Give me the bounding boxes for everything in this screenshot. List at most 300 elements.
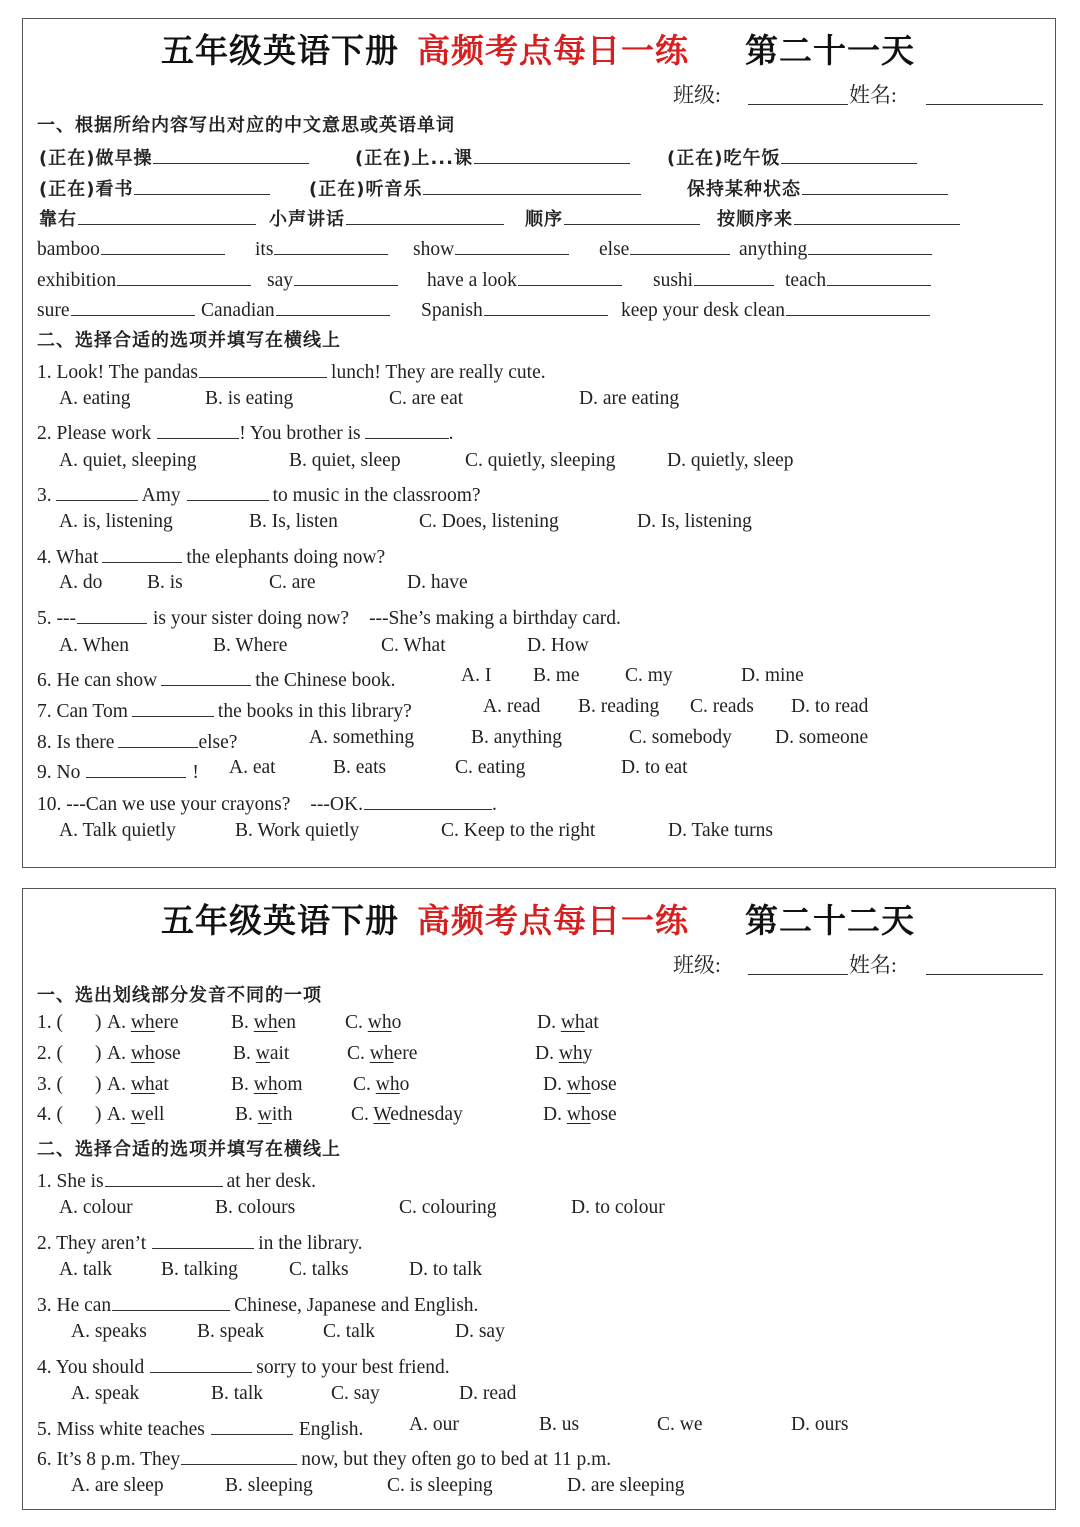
- stem-line: [37, 789, 497, 816]
- answer-blank[interactable]: [157, 418, 239, 439]
- option[interactable]: D. read: [459, 1383, 517, 1404]
- option[interactable]: B. eats: [333, 757, 387, 778]
- option[interactable]: [543, 1104, 617, 1126]
- stem-text: is your sister doing now?: [152, 608, 350, 629]
- option[interactable]: B. Where: [213, 635, 288, 656]
- vocab-item: [427, 265, 622, 292]
- option-letter: D.: [537, 1012, 561, 1033]
- vocab-prompt: (正在)上...课: [355, 148, 473, 169]
- stem-text: ---OK.: [310, 794, 363, 815]
- vocab-item: [269, 204, 504, 231]
- answer-blank[interactable]: [365, 418, 449, 439]
- question-stem: [23, 480, 1055, 510]
- vocab-item: [717, 204, 960, 231]
- vocab-prompt: exhibition: [37, 270, 117, 291]
- option[interactable]: C. colouring: [399, 1197, 497, 1218]
- stem-text: 10. ---Can we use your crayons?: [37, 794, 291, 815]
- option-letter: C.: [351, 1104, 374, 1125]
- option-letter: D.: [543, 1074, 567, 1095]
- answer-blank[interactable]: [153, 143, 309, 164]
- underlined-letters: wh: [369, 1043, 394, 1064]
- option[interactable]: B. reading: [578, 696, 660, 717]
- underlined-letters: wh: [130, 1043, 155, 1064]
- word-rest: ith: [271, 1104, 293, 1125]
- question-stem: [23, 357, 1055, 387]
- option-letter: D.: [543, 1104, 567, 1125]
- answer-paren[interactable]: ): [95, 1012, 102, 1033]
- section-heading: 一、根据所给内容写出对应的中文意思或英语单词: [37, 115, 455, 136]
- question-stem: [23, 603, 1055, 633]
- vocab-prompt: bamboo: [37, 239, 100, 260]
- vocab-row: [23, 143, 1055, 173]
- word-rest: y: [582, 1043, 593, 1064]
- vocab-prompt: show: [413, 239, 455, 260]
- option[interactable]: A. eat: [229, 757, 276, 778]
- stem-line: [37, 665, 396, 692]
- option[interactable]: D. to read: [791, 696, 869, 717]
- vocab-item: [653, 265, 774, 292]
- answer-blank[interactable]: [564, 204, 700, 225]
- option[interactable]: C. Keep to the right: [441, 820, 596, 841]
- option[interactable]: [351, 1104, 463, 1126]
- answer-blank[interactable]: [71, 295, 195, 316]
- question-options: [23, 511, 1055, 541]
- underlined-letters: wh: [253, 1074, 278, 1095]
- vocab-item: [785, 265, 931, 292]
- stem-line: [37, 542, 385, 569]
- vocab-item: [421, 295, 608, 322]
- vocab-item: [309, 174, 641, 201]
- vocab-prompt: 按顺序来: [717, 209, 793, 230]
- vocab-item: [201, 295, 390, 322]
- stem-text: 3. He can: [37, 1295, 112, 1316]
- option[interactable]: C. are eat: [389, 388, 464, 409]
- option[interactable]: B. us: [539, 1414, 580, 1435]
- item-number: 3. (: [37, 1074, 63, 1095]
- stem-text: Amy: [141, 485, 181, 506]
- answer-blank[interactable]: [102, 542, 182, 563]
- section-heading: 一、选出划线部分发音不同的一项: [37, 985, 322, 1006]
- answer-paren[interactable]: ): [95, 1043, 102, 1064]
- answer-blank[interactable]: [276, 295, 390, 316]
- question-stem: [23, 757, 1055, 787]
- class-label: 班级:: [673, 953, 721, 977]
- stem-text: to music in the classroom?: [272, 485, 481, 506]
- answer-blank[interactable]: [77, 603, 147, 624]
- worksheet-title: [23, 25, 1055, 75]
- word-rest: ait: [269, 1043, 290, 1064]
- answer-blank[interactable]: [484, 295, 608, 316]
- underlined-letters: W: [373, 1104, 391, 1125]
- answer-paren[interactable]: ): [95, 1104, 102, 1125]
- answer-blank[interactable]: [181, 1444, 297, 1465]
- answer-blank[interactable]: [150, 1352, 252, 1373]
- stem-line: [37, 1228, 363, 1255]
- answer-blank[interactable]: [117, 265, 251, 286]
- question-stem: [23, 727, 1055, 757]
- option[interactable]: [233, 1043, 289, 1065]
- option[interactable]: D. someone: [775, 727, 869, 748]
- option[interactable]: B. sleeping: [225, 1475, 313, 1496]
- answer-blank[interactable]: [274, 234, 388, 255]
- stem-text: at her desk.: [226, 1171, 316, 1192]
- vocab-item: [267, 265, 398, 292]
- vocab-row: [23, 174, 1055, 204]
- section2-heading: [23, 1135, 1055, 1165]
- answer-blank[interactable]: [132, 696, 214, 717]
- question-options: [23, 1259, 1055, 1289]
- question-stem: [23, 1290, 1055, 1320]
- answer-blank[interactable]: [630, 234, 730, 255]
- word-rest: at: [154, 1074, 169, 1095]
- option[interactable]: [345, 1012, 401, 1034]
- pronunciation-item: [23, 1043, 1055, 1073]
- stem-text: English.: [298, 1419, 364, 1440]
- item-number: 4. (: [37, 1104, 63, 1125]
- answer-blank[interactable]: [134, 174, 270, 195]
- stem-line: [37, 1352, 450, 1379]
- stem-text: ! You brother is: [239, 423, 361, 444]
- answer-paren[interactable]: ): [95, 1074, 102, 1095]
- underlined-letters: wh: [566, 1074, 591, 1095]
- option[interactable]: C. my: [625, 665, 673, 686]
- stem-text: the books in this library?: [217, 701, 412, 722]
- vocab-prompt: Canadian: [201, 300, 275, 321]
- answer-blank[interactable]: [161, 665, 251, 686]
- vocab-item: [525, 204, 700, 231]
- stem-text: Chinese, Japanese and English.: [234, 1295, 479, 1316]
- stem-text: 7. Can Tom: [37, 701, 128, 722]
- option[interactable]: D. are sleeping: [567, 1475, 685, 1496]
- answer-blank[interactable]: [781, 143, 917, 164]
- word-rest: om: [277, 1074, 303, 1095]
- item-number: 1. (: [37, 1012, 63, 1033]
- vocab-prompt: (正在)看书: [39, 179, 134, 200]
- option-letter: B.: [231, 1012, 254, 1033]
- underlined-letters: w: [130, 1104, 145, 1125]
- option[interactable]: C. reads: [690, 696, 754, 717]
- vocab-item: [255, 234, 388, 261]
- option[interactable]: [107, 1012, 179, 1034]
- name-label: 姓名:: [849, 83, 897, 107]
- vocab-prompt: anything: [739, 239, 808, 260]
- answer-blank[interactable]: [211, 1414, 293, 1435]
- option[interactable]: A. Talk quietly: [59, 820, 176, 841]
- vocab-item: [599, 234, 730, 261]
- vocab-item: [39, 174, 270, 201]
- stem-text: .: [491, 794, 497, 815]
- option[interactable]: C. eating: [455, 757, 526, 778]
- vocab-item: [37, 234, 225, 261]
- stem-line: [37, 603, 621, 630]
- section-heading: 二、选择合适的选项并填写在横线上: [37, 330, 341, 351]
- vocab-item: [39, 204, 256, 231]
- answer-blank[interactable]: [118, 727, 198, 748]
- option[interactable]: D. have: [407, 572, 468, 593]
- option[interactable]: A. speaks: [71, 1321, 147, 1342]
- underlined-letters: w: [255, 1043, 270, 1064]
- underlined-letters: wh: [558, 1043, 583, 1064]
- option[interactable]: A. I: [461, 665, 492, 686]
- vocab-row: [23, 265, 1055, 295]
- vocab-prompt: 小声讲话: [269, 209, 345, 230]
- underlined-letters: w: [257, 1104, 272, 1125]
- word-rest: ose: [590, 1104, 617, 1125]
- question-stem: [23, 665, 1055, 695]
- pronunciation-item: [23, 1104, 1055, 1134]
- question-options: [23, 635, 1055, 665]
- stem-text: 2. Please work: [37, 423, 152, 444]
- underlined-letters: wh: [367, 1012, 392, 1033]
- question-options: [23, 1475, 1055, 1505]
- class-label: 班级:: [673, 83, 721, 107]
- option[interactable]: A. read: [483, 696, 541, 717]
- option[interactable]: D. to colour: [571, 1197, 665, 1218]
- option-letter: A.: [107, 1012, 131, 1033]
- title-day: 第二十一天: [745, 31, 915, 70]
- vocab-item: [687, 174, 948, 201]
- option-letter: C.: [347, 1043, 370, 1064]
- option[interactable]: A. colour: [59, 1197, 133, 1218]
- vocab-prompt: Spanish: [421, 300, 483, 321]
- answer-blank[interactable]: [827, 265, 931, 286]
- section1-heading: [23, 981, 1055, 1011]
- underlined-letters: wh: [375, 1074, 400, 1095]
- option[interactable]: D. Is, listening: [637, 511, 752, 532]
- option-letter: B.: [233, 1043, 256, 1064]
- option[interactable]: B. colours: [215, 1197, 296, 1218]
- worksheet-day-21: [22, 18, 1056, 868]
- option-letter: A.: [107, 1043, 131, 1064]
- vocab-prompt: teach: [785, 270, 827, 291]
- option[interactable]: D. say: [455, 1321, 505, 1342]
- title-grade: 五年级英语下册: [161, 31, 399, 70]
- title-grade: 五年级英语下册: [161, 901, 399, 940]
- answer-blank[interactable]: [112, 1290, 230, 1311]
- option-letter: A.: [107, 1104, 131, 1125]
- question-stem: [23, 418, 1055, 448]
- option[interactable]: [231, 1074, 303, 1096]
- option[interactable]: D. ours: [791, 1414, 849, 1435]
- option[interactable]: B. anything: [471, 727, 562, 748]
- option[interactable]: [107, 1104, 164, 1126]
- question-stem: [23, 696, 1055, 726]
- option[interactable]: D. How: [527, 635, 589, 656]
- answer-blank[interactable]: [794, 204, 960, 225]
- option[interactable]: C. is sleeping: [387, 1475, 493, 1496]
- worksheet-title: [23, 895, 1055, 945]
- option[interactable]: C. talks: [289, 1259, 349, 1280]
- option[interactable]: D. to eat: [621, 757, 688, 778]
- option-letter: A.: [107, 1074, 131, 1095]
- option[interactable]: C. talk: [323, 1321, 375, 1342]
- stem-text: 5. ---: [37, 608, 76, 629]
- option[interactable]: [535, 1043, 592, 1065]
- stem-text: 1. Look! The pandas: [37, 362, 199, 383]
- answer-blank[interactable]: [56, 480, 138, 501]
- vocab-row: [23, 295, 1055, 325]
- option[interactable]: C. are: [269, 572, 316, 593]
- option[interactable]: [353, 1074, 409, 1096]
- stem-text: 2. They aren’t: [37, 1233, 147, 1254]
- option[interactable]: C. say: [331, 1383, 380, 1404]
- vocab-prompt: else: [599, 239, 630, 260]
- stem-text: 4. What: [37, 547, 99, 568]
- title-highlight: 高频考点每日一练: [417, 901, 689, 940]
- underlined-letters: wh: [253, 1012, 278, 1033]
- class-blank[interactable]: [748, 974, 848, 975]
- option[interactable]: A. is, listening: [59, 511, 173, 532]
- stem-line: [37, 418, 454, 445]
- vocab-item: [739, 234, 932, 261]
- answer-blank[interactable]: [802, 174, 948, 195]
- option[interactable]: B. Work quietly: [235, 820, 360, 841]
- vocab-item: [355, 143, 630, 170]
- option[interactable]: C. we: [657, 1414, 703, 1435]
- stem-text: 5. Miss white teaches: [37, 1419, 205, 1440]
- stem-text: else?: [198, 732, 238, 753]
- answer-blank[interactable]: [152, 1228, 254, 1249]
- stem-text: 6. He can show: [37, 670, 158, 691]
- option[interactable]: D. quietly, sleep: [667, 450, 794, 471]
- stem-line: [37, 357, 546, 384]
- answer-blank[interactable]: [474, 143, 630, 164]
- vocab-row: [23, 234, 1055, 264]
- answer-blank[interactable]: [423, 174, 641, 195]
- stem-text: 4. You should: [37, 1357, 145, 1378]
- stem-line: [37, 1414, 363, 1441]
- answer-blank[interactable]: [364, 789, 492, 810]
- option[interactable]: [235, 1104, 292, 1126]
- option[interactable]: A. something: [309, 727, 415, 748]
- title-highlight: 高频考点每日一练: [417, 31, 689, 70]
- answer-blank[interactable]: [518, 265, 622, 286]
- option[interactable]: D. to talk: [409, 1259, 483, 1280]
- answer-blank[interactable]: [694, 265, 774, 286]
- answer-blank[interactable]: [199, 357, 327, 378]
- name-blank[interactable]: [926, 104, 1043, 105]
- stem-line: [37, 757, 199, 784]
- option[interactable]: C. quietly, sleeping: [465, 450, 616, 471]
- option[interactable]: C. somebody: [629, 727, 732, 748]
- name-blank[interactable]: [926, 974, 1043, 975]
- vocab-row: [23, 204, 1055, 234]
- word-rest: o: [391, 1012, 402, 1033]
- stem-line: [37, 1290, 478, 1317]
- vocab-prompt: 保持某种状态: [687, 179, 801, 200]
- word-rest: ose: [154, 1043, 181, 1064]
- class-blank[interactable]: [748, 104, 848, 105]
- option[interactable]: B. talking: [161, 1259, 238, 1280]
- answer-blank[interactable]: [101, 234, 225, 255]
- question-options: [23, 388, 1055, 418]
- option[interactable]: [537, 1012, 599, 1034]
- vocab-prompt: 顺序: [525, 209, 563, 230]
- answer-blank[interactable]: [187, 480, 269, 501]
- option[interactable]: B. quiet, sleep: [289, 450, 401, 471]
- word-rest: ednesday: [390, 1104, 463, 1125]
- question-stem: [23, 1414, 1055, 1444]
- option[interactable]: [107, 1074, 169, 1096]
- question-options: [23, 1383, 1055, 1413]
- answer-blank[interactable]: [86, 757, 186, 778]
- option[interactable]: A. are sleep: [71, 1475, 164, 1496]
- word-rest: ere: [154, 1012, 179, 1033]
- option[interactable]: A. speak: [71, 1383, 140, 1404]
- option[interactable]: B. is eating: [205, 388, 294, 409]
- section2-heading: [23, 326, 1055, 356]
- option-letter: D.: [535, 1043, 559, 1064]
- underlined-letters: wh: [130, 1012, 155, 1033]
- option[interactable]: B. talk: [211, 1383, 263, 1404]
- stem-text: 3.: [37, 485, 52, 506]
- stem-text: 9. No: [37, 762, 81, 783]
- item-number: 2. (: [37, 1043, 63, 1064]
- word-rest: en: [277, 1012, 297, 1033]
- class-name-row: [23, 949, 1055, 979]
- option[interactable]: A. quiet, sleeping: [59, 450, 197, 471]
- answer-blank[interactable]: [786, 295, 930, 316]
- option[interactable]: [107, 1043, 181, 1065]
- vocab-item: [667, 143, 917, 170]
- option[interactable]: A. our: [409, 1414, 459, 1435]
- option[interactable]: [231, 1012, 296, 1034]
- vocab-item: [413, 234, 569, 261]
- vocab-prompt: its: [255, 239, 274, 260]
- option[interactable]: D. are eating: [579, 388, 680, 409]
- vocab-prompt: keep your desk clean: [621, 300, 786, 321]
- option[interactable]: [543, 1074, 617, 1096]
- pronunciation-item: [23, 1074, 1055, 1104]
- vocab-item: [621, 295, 930, 322]
- answer-blank[interactable]: [294, 265, 398, 286]
- word-rest: o: [399, 1074, 410, 1095]
- answer-blank[interactable]: [346, 204, 504, 225]
- option[interactable]: A. do: [59, 572, 103, 593]
- vocab-item: [39, 143, 309, 170]
- stem-text: !: [192, 762, 199, 783]
- option[interactable]: A. eating: [59, 388, 131, 409]
- answer-blank[interactable]: [78, 204, 256, 225]
- vocab-item: [37, 265, 251, 292]
- word-rest: ose: [590, 1074, 617, 1095]
- option[interactable]: C. What: [381, 635, 446, 656]
- vocab-prompt: (正在)听音乐: [309, 179, 423, 200]
- vocab-prompt: say: [267, 270, 293, 291]
- word-rest: at: [584, 1012, 599, 1033]
- option[interactable]: B. me: [533, 665, 580, 686]
- vocab-item: [37, 295, 195, 322]
- option-letter: C.: [353, 1074, 376, 1095]
- option[interactable]: [347, 1043, 417, 1065]
- option[interactable]: B. is: [147, 572, 183, 593]
- option[interactable]: A. talk: [59, 1259, 113, 1280]
- stem-text: now, but they often go to bed at 11 p.m.: [301, 1449, 612, 1470]
- stem-text: in the library.: [258, 1233, 363, 1254]
- option[interactable]: B. speak: [197, 1321, 265, 1342]
- stem-text: 8. Is there: [37, 732, 115, 753]
- option[interactable]: A. When: [59, 635, 130, 656]
- section1-heading: [23, 111, 1055, 141]
- option[interactable]: B. Is, listen: [249, 511, 338, 532]
- answer-blank[interactable]: [808, 234, 932, 255]
- answer-blank[interactable]: [455, 234, 569, 255]
- option[interactable]: C. Does, listening: [419, 511, 559, 532]
- option[interactable]: D. Take turns: [668, 820, 773, 841]
- answer-blank[interactable]: [105, 1166, 223, 1187]
- option[interactable]: D. mine: [741, 665, 804, 686]
- worksheet-day-22: [22, 888, 1056, 1510]
